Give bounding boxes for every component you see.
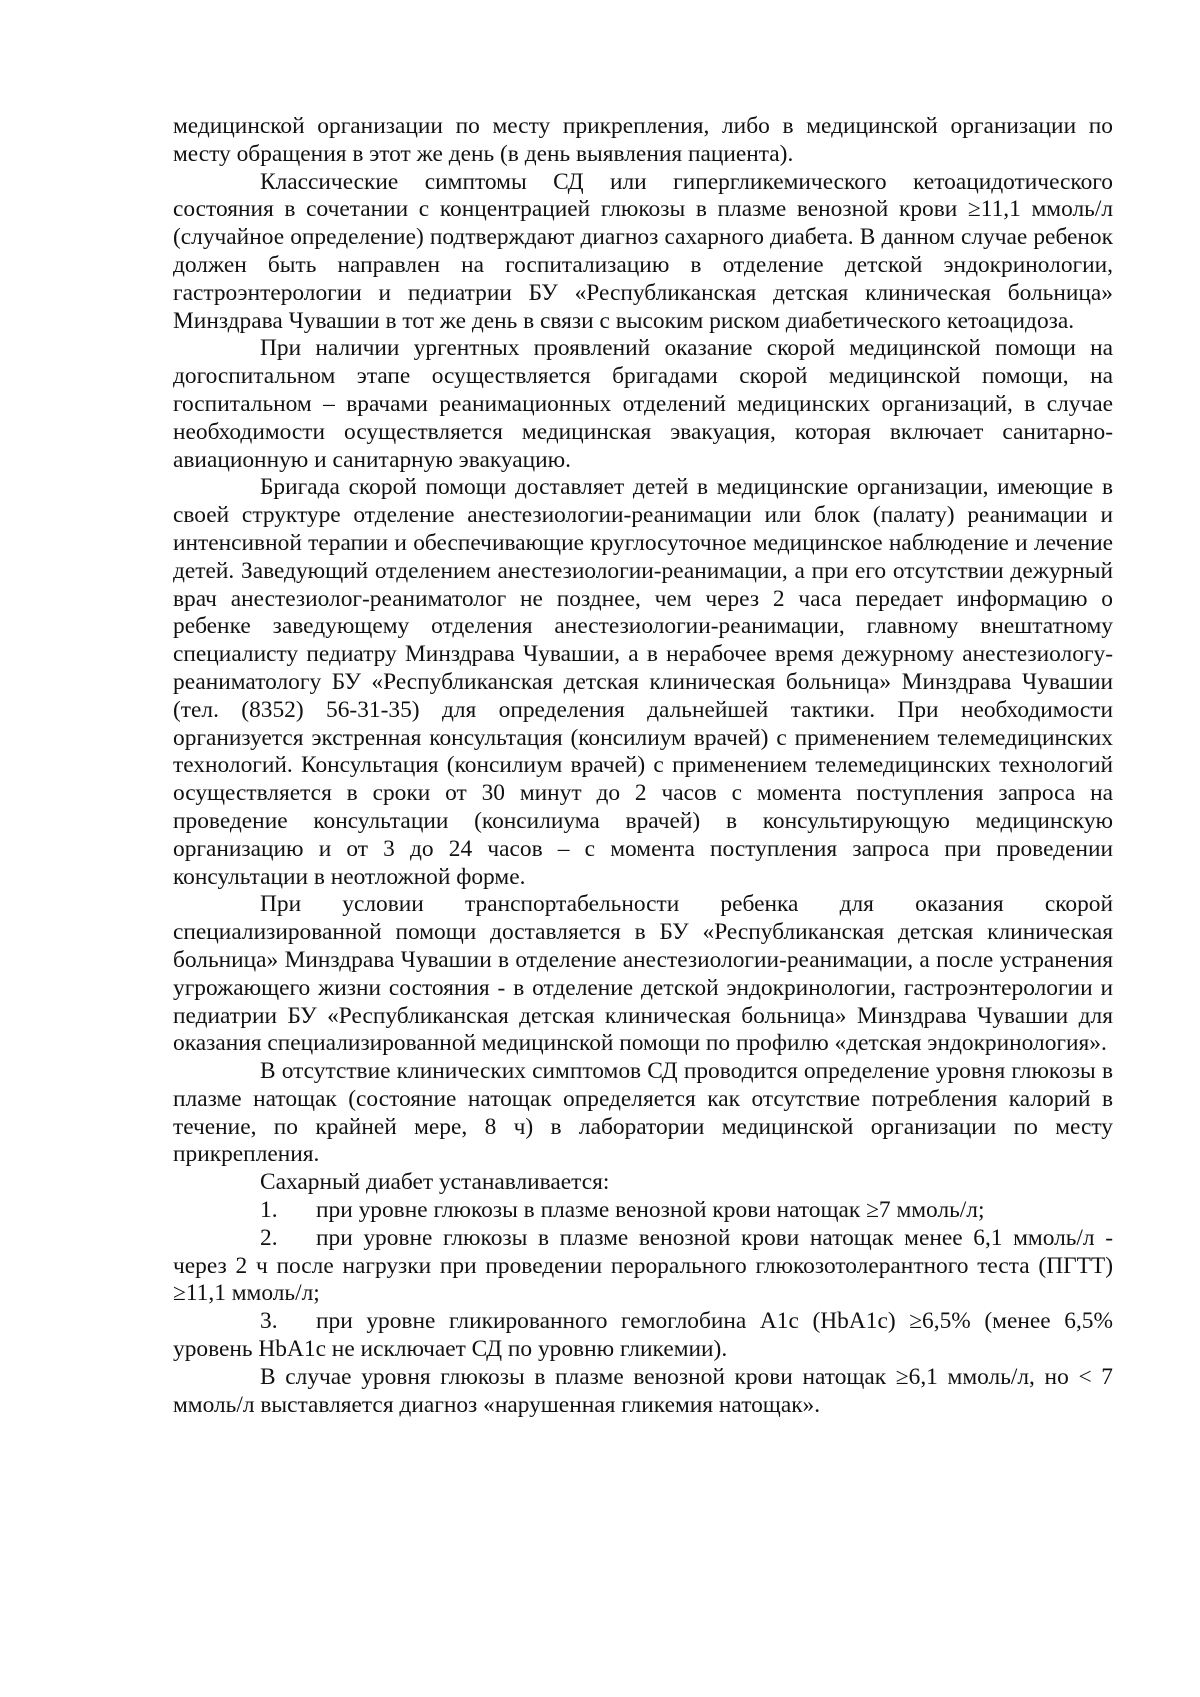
paragraph-transportability: При условии транспортабельности ребенка для оказания скорой специализированной помощи доставляется в БУ «Республиканская детская клиническая больница» Минздрава Чувашии в отделение анестезиологии-реанимации, а после устранения угрожающего жизни состояния - в отделение детской эндокринологии, гастроэнтерологии и педиатрии БУ «Республиканская детская клиническая больница» Минздрава Чувашии для оказания специализированной медицинской помощи по профилю «детская эндокринология». [173,891,1113,1057]
document-page [173,113,1113,1419]
list-item-number: 1. [260,1197,278,1224]
list-item-text: при уровне глюкозы в плазме венозной крови натощак ≥7 ммоль/л; [316,1197,985,1224]
list-item [173,1197,1113,1225]
paragraph-no-symptoms: В отсутствие клинических симптомов СД проводится определение уровня глюкозы в плазме натощак (состояние натощак определяется как отсутствие потребления калорий в течение, по крайней мере, 8 ч) в лаборатории медицинской организации по месту прикрепления. [173,1058,1113,1168]
list-item-text: при уровне гликированного гемоглобина А1с (HbA1c) ≥6,5% (менее 6,5% уровень HbA1c не исключает СД по уровню гликемии). [173,1308,1113,1363]
paragraph-continuation: медицинской организации по месту прикрепления, либо в медицинской организации по месту обращения в этот же день (в день выявления пациента). [173,113,1113,167]
list-item [173,1225,1113,1308]
list-item [173,1308,1113,1364]
paragraph-diagnosis-intro: Сахарный диабет устанавливается: [260,1169,610,1196]
list-item-text: при уровне глюкозы в плазме венозной крови натощак менее 6,1 ммоль/л - через 2 ч после нагрузки при проведении перорального глюкозотолерантного теста (ПГТТ) ≥11,1 ммоль/л; [173,1224,1113,1307]
paragraph-urgent-care: При наличии ургентных проявлений оказание скорой медицинской помощи на догоспитальном этапе осуществляется бригадами скорой медицинской помощи, на госпитальном – врачами реанимационных отделений медицинских организаций, в случае необходимости осуществляется медицинская эвакуация, которая включает санитарно-авиационную и санитарную эвакуацию. [173,335,1113,473]
paragraph-ambulance-team: Бригада скорой помощи доставляет детей в медицинские организации, имеющие в своей структуре отделение анестезиологии-реанимации или блок (палату) реанимации и интенсивной терапии и обеспечивающие круглосуточное медицинское наблюдение и лечение детей. Заведующий отделением анестезиологии-реанимации, а при его отсутствии дежурный врач анестезиолог-реаниматолог не позднее, чем через 2 часа передает информацию о ребенке заведующему отделения анестезиологии-реанимации, главному внештатному специалисту педиатру Минздрава Чувашии, а в нерабочее время дежурному анестезиологу-реаниматологу БУ «Республиканская детская клиническая больница» Минздрава Чувашии (тел. (8352) 56-31-35) для определения дальнейшей тактики. При необходимости организуется экстренная консультация (консилиум врачей) с применением телемедицинских технологий. Консультация (консилиум врачей) с применением телемедицинских технологий осуществляется в сроки от 30 минут до 2 часов с момента поступления запроса на проведение консультации (консилиума врачей) в консультирующую медицинскую организацию и от 3 до 24 часов – с момента поступления запроса при проведении консультации в неотложной форме. [173,474,1113,890]
list-item-number: 2. [260,1224,278,1251]
paragraph-classic-symptoms: Классические симптомы СД или гипергликемического кетоацидотического состояния в сочетании с концентрацией глюкозы в плазме венозной крови ≥11,1 ммоль/л (случайное определение) подтверждают диагноз сахарного диабета. В данном случае ребенок должен быть направлен на госпитализацию в отделение детской эндокринологии, гастроэнтерологии и педиатрии БУ «Республиканская детская клиническая больница» Минздрава Чувашии в тот же день в связи с высоким риском диабетического кетоацидоза. [173,168,1113,334]
list-item-number: 3. [260,1308,278,1335]
paragraph-impaired-glycemia: В случае уровня глюкозы в плазме венозной крови натощак ≥6,1 ммоль/л, но < 7 ммоль/л выставляется диагноз «нарушенная гликемия натощак». [173,1363,1113,1418]
